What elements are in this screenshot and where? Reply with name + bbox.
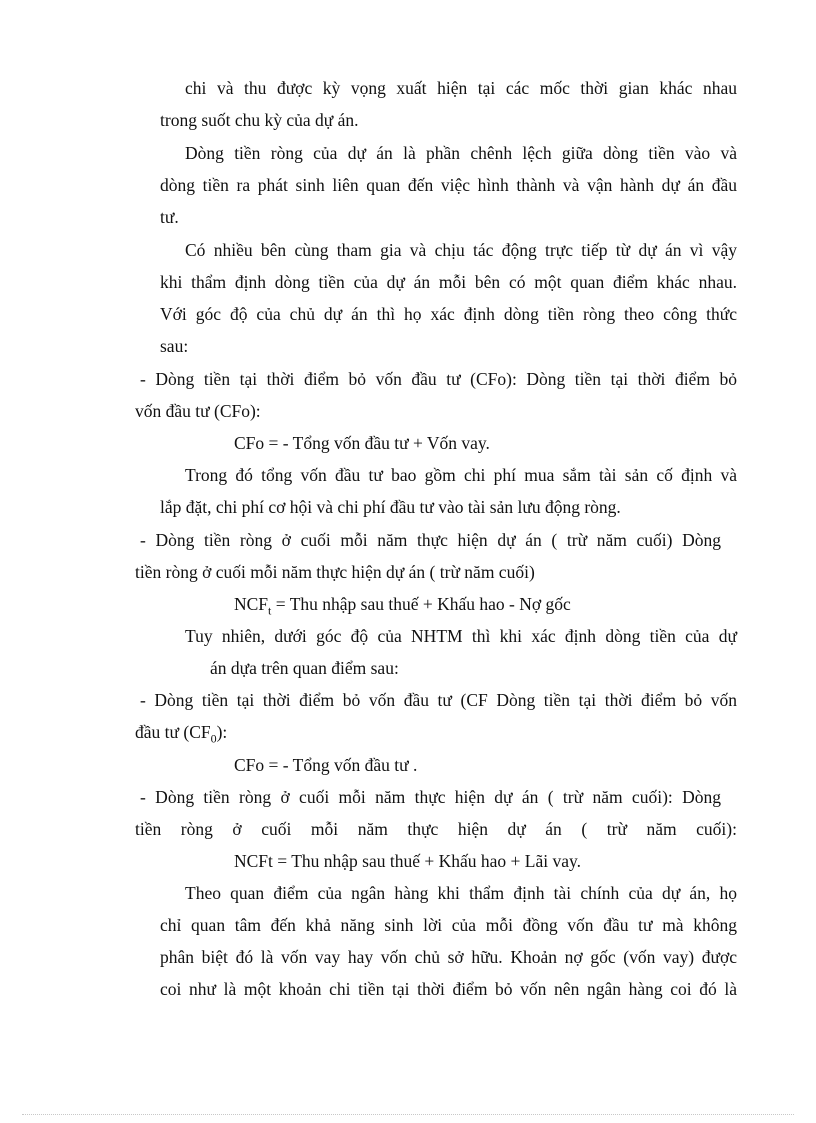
formula-3: CFo = - Tổng vốn đầu tư .: [234, 755, 418, 775]
formula-4: NCFt = Thu nhập sau thuế + Khấu hao + Lãi vay.: [234, 851, 581, 871]
bullet-3-line-2-pre: đầu tư (CF: [135, 722, 211, 742]
formula-2-subscript: t: [268, 603, 272, 618]
paragraph-1-line-2: trong suốt chu kỳ của dự án.: [160, 110, 359, 130]
formula-1: CFo = - Tổng vốn đầu tư + Vốn vay.: [234, 433, 490, 453]
bullet-2-line-1: - Dòng tiền ròng ở cuối mỗi năm thực hiện dự án ( trừ năm cuối) Dòng: [140, 530, 721, 550]
paragraph-6-line-4: coi như là một khoản chi tiền tại thời điểm bỏ vốn nên ngân hàng coi đó là: [160, 979, 737, 999]
formula-2: [234, 592, 571, 623]
paragraph-6-line-1: Theo quan điểm của ngân hàng khi thẩm định tài chính của dự án, họ: [185, 883, 737, 903]
paragraph-6-line-3: phân biệt đó là vốn vay hay vốn chủ sở hữu. Khoản nợ gốc (vốn vay) được: [160, 947, 737, 967]
paragraph-4-line-2: lắp đặt, chi phí cơ hội và chi phí đầu tư vào tài sản lưu động ròng.: [160, 497, 621, 517]
bullet-1-line-1: - Dòng tiền tại thời điểm bỏ vốn đầu tư (CFo): Dòng tiền tại thời điểm bỏ: [140, 369, 737, 389]
paragraph-5-line-1: Tuy nhiên, dưới góc độ của NHTM thì khi xác định dòng tiền của dự: [185, 626, 737, 646]
paragraph-5-line-2: án dựa trên quan điểm sau:: [210, 658, 399, 678]
page-bottom-rule: [22, 1114, 794, 1115]
paragraph-3-line-3: Với góc độ của chủ dự án thì họ xác định dòng tiền ròng theo công thức: [160, 304, 737, 324]
bullet-4-line-1: - Dòng tiền ròng ở cuối mỗi năm thực hiện dự án ( trừ năm cuối): Dòng: [140, 787, 721, 807]
paragraph-4-line-1: Trong đó tổng vốn đầu tư bao gồm chi phí mua sắm tài sản cố định và: [185, 465, 737, 485]
bullet-3-line-2-post: ):: [216, 722, 228, 742]
bullet-4-line-2: tiền ròng ở cuối mỗi năm thực hiện dự án ( trừ năm cuối):: [135, 819, 737, 839]
paragraph-2-line-3: tư.: [160, 207, 179, 227]
paragraph-1-line-1: chi và thu được kỳ vọng xuất hiện tại các mốc thời gian khác nhau: [185, 78, 737, 98]
bullet-3-line-2: [135, 720, 227, 751]
bullet-3-line-1: - Dòng tiền tại thời điểm bỏ vốn đầu tư (CF Dòng tiền tại thời điểm bỏ vốn: [140, 690, 737, 710]
paragraph-6-line-2: chỉ quan tâm đến khả năng sinh lời của mỗi đồng vốn đầu tư mà không: [160, 915, 737, 935]
paragraph-2-line-1: Dòng tiền ròng của dự án là phần chênh lệch giữa dòng tiền vào và: [185, 143, 737, 163]
paragraph-3-line-4: sau:: [160, 336, 189, 356]
bullet-1-line-2: vốn đầu tư (CFo):: [135, 401, 261, 421]
paragraph-3-line-1: Có nhiều bên cùng tham gia và chịu tác động trực tiếp từ dự án vì vậy: [185, 240, 737, 260]
bullet-2-line-2: tiền ròng ở cuối mỗi năm thực hiện dự án ( trừ năm cuối): [135, 562, 535, 582]
bullet-3-subscript: 0: [210, 731, 217, 746]
paragraph-3-line-2: khi thẩm định dòng tiền của dự án mỗi bên có một quan điểm khác nhau.: [160, 272, 737, 292]
paragraph-2-line-2: dòng tiền ra phát sinh liên quan đến việc hình thành và vận hành dự án đầu: [160, 175, 737, 195]
formula-2-rhs: = Thu nhập sau thuế + Khấu hao - Nợ gốc: [271, 594, 571, 614]
formula-2-lhs: NCF: [234, 594, 269, 614]
